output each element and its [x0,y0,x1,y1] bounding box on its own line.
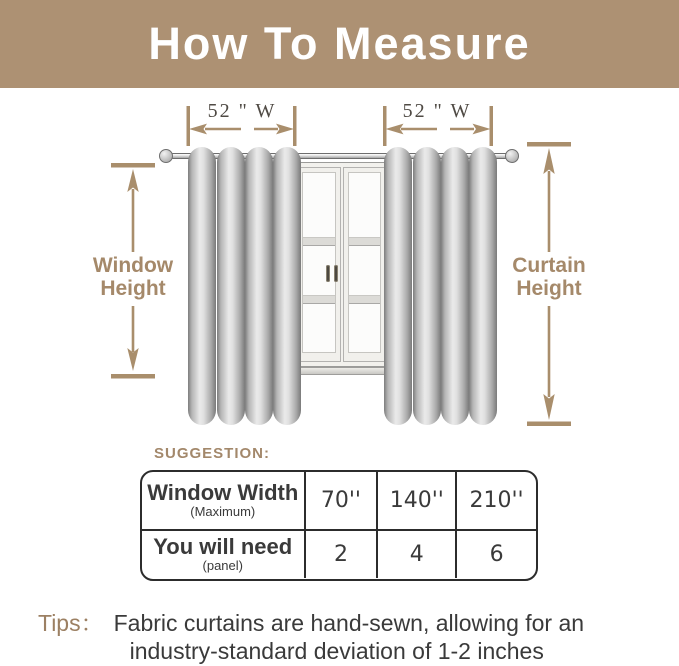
curtain-fold [217,147,245,425]
window-sill [284,367,399,375]
table-header-cell: Window Width (Maximum) [142,472,306,531]
rod-finial-right-icon [505,149,519,163]
window-handle-icon [326,265,330,282]
tips-text: Fabric curtains are hand-sewn, allowing for an industry-standard deviation of 1-2 inches [113,610,585,664]
curtain-fold [273,147,301,425]
table-value-cell: 210'' [457,472,536,531]
tips-label: Tips： [38,610,104,636]
curtain-fold [441,147,469,425]
table-value-cell: 70'' [306,472,379,531]
window-mullion [303,237,335,246]
table-value-cell: 4 [378,531,457,578]
window-glass [302,172,336,353]
window-height-label: Window Height [92,254,174,300]
window-illustration [292,162,391,367]
suggestion-table [140,470,538,581]
right-panel-width-label: 52 " W [402,100,472,122]
table-value-cell: 6 [489,542,504,567]
tips-note [38,609,584,665]
table-value-cell: 140'' [378,472,457,531]
window-mullion [349,237,381,246]
window-mullion [349,295,381,304]
page-title: How To Measure [148,18,531,69]
table-value-cell: 2 [306,531,379,578]
curtain-fold [245,147,273,425]
window-handle-icon [334,265,338,282]
curtain-fold [413,147,441,425]
table-header-cell: You will need (panel) [142,531,306,578]
window-mullion [303,295,335,304]
window-door-right [343,167,387,362]
curtain-fold [384,147,412,425]
suggestion-heading: SUGGESTION: [154,445,271,462]
window-glass [348,172,382,353]
rod-finial-left-icon [159,149,173,163]
left-panel-width-label: 52 " W [207,100,277,122]
curtain-height-label: Curtain Height [512,254,586,300]
